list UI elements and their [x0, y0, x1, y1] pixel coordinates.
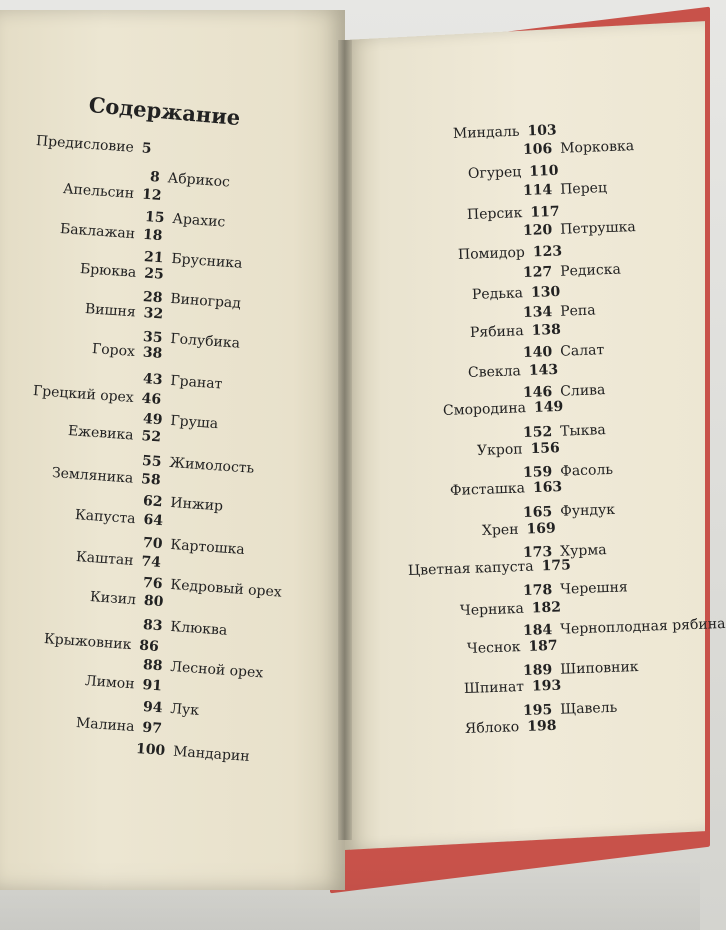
toc-entry-title: Виноград: [169, 290, 242, 312]
toc-entry-title: Баклажан: [59, 221, 136, 243]
toc-entry-page-number: 58: [140, 471, 162, 489]
toc-entry-page-number: 83: [142, 617, 163, 635]
toc-entry-page-number: 43: [142, 371, 163, 389]
toc-entry-title: Лесной орех: [169, 658, 264, 682]
toc-entry-title: Цветная капуста: [407, 558, 534, 579]
toc-entry-title: Голубика: [169, 330, 241, 352]
toc-entry-title: Шиповник: [559, 658, 639, 678]
toc-entry: [523, 259, 622, 284]
toc-entry-title: Черешня: [559, 579, 628, 598]
toc-entry-page-number: 55: [141, 453, 162, 471]
toc-entry-page-number: 91: [141, 677, 163, 695]
toc-entry-title: Грецкий орех: [32, 383, 135, 407]
toc-entry-title: Каштан: [75, 549, 135, 570]
toc-entry-page-number: 178: [522, 581, 553, 599]
toc-entry-title: Миндаль: [452, 123, 520, 142]
toc-entry-page-number: 146: [522, 383, 553, 401]
toc-entry-title: Брюква: [79, 261, 137, 281]
toc-entry-page-number: 163: [532, 479, 563, 497]
toc-entry-page-number: 114: [522, 181, 553, 199]
toc-entry-page-number: 159: [522, 463, 553, 481]
toc-entry-page-number: 5: [141, 140, 153, 158]
toc-entry-title: Перец: [559, 180, 608, 198]
book-gutter: [338, 40, 352, 840]
toc-entry-page-number: 195: [522, 701, 553, 719]
toc-entry-title: Фундук: [559, 501, 616, 520]
toc-entry-page-number: 184: [522, 621, 553, 639]
toc-entry-title: Арахис: [171, 210, 226, 231]
toc-entry-title: Яблоко: [464, 719, 520, 737]
toc-entry-page-number: 74: [140, 553, 162, 571]
toc-entry-title: Укроп: [476, 441, 523, 459]
toc-entry-title: Черноплодная рябина: [559, 615, 726, 638]
toc-entry-title: Ежевика: [67, 423, 135, 444]
toc-entry-page-number: 134: [522, 303, 553, 321]
toc-entry-title: Груша: [169, 412, 219, 433]
toc-entry: [523, 177, 608, 202]
toc-entry-page-number: 152: [522, 423, 553, 441]
toc-entry-title: Редька: [471, 285, 524, 303]
toc-entry-page-number: 175: [541, 557, 572, 575]
toc-entry-page-number: 138: [531, 321, 562, 339]
toc-entry: [482, 517, 557, 542]
toc-entry-page-number: 198: [526, 717, 557, 735]
toc-entry-page-number: 106: [522, 140, 553, 158]
toc-entry: [443, 396, 564, 422]
toc-entry: [523, 135, 635, 161]
toc-entry-title: Фасоль: [559, 461, 614, 480]
toc-entry-page-number: 143: [528, 361, 559, 379]
toc-entry-title: Крыжовник: [43, 631, 132, 654]
toc-entry-page-number: 120: [522, 221, 553, 239]
toc-entry: [450, 476, 563, 502]
toc-entry-title: Слива: [559, 382, 606, 400]
toc-entry-page-number: 149: [533, 398, 564, 416]
toc-entry-page-number: 169: [526, 520, 557, 538]
toc-entry-page-number: 49: [142, 411, 163, 429]
toc-entry-page-number: 117: [530, 203, 560, 221]
toc-entry-title: Тыква: [559, 422, 606, 440]
toc-entry-title: Кедровый орех: [169, 576, 283, 601]
toc-entry-page-number: 52: [140, 428, 162, 446]
toc-entry-title: Гранат: [169, 372, 223, 393]
toc-entry-page-number: 97: [141, 719, 163, 737]
toc-entry-title: Помидор: [457, 244, 526, 263]
toc-entry-title: Малина: [75, 715, 136, 736]
toc-entry-title: Предисловие: [35, 133, 135, 156]
toc-entry-page-number: 103: [527, 122, 557, 140]
toc-entry-title: Лимон: [84, 673, 136, 693]
toc-entry-page-number: 182: [531, 599, 562, 617]
toc-entry-title: Огурец: [467, 164, 522, 182]
toc-entry-page-number: 46: [141, 390, 162, 408]
toc-entry-page-number: 173: [522, 543, 553, 561]
toc-entry-title: Персик: [466, 205, 523, 223]
toc-entry-title: Шпинат: [463, 678, 525, 697]
toc-entry-page-number: 35: [142, 329, 163, 347]
toc-entry-page-number: 140: [522, 343, 553, 361]
toc-entry-page-number: 8: [149, 169, 161, 186]
toc-entry-page-number: 130: [530, 283, 561, 301]
toc-entry-title: Редиска: [559, 261, 622, 280]
toc-entry-title: Клюква: [169, 618, 228, 639]
toc-entry-title: Смородина: [442, 400, 527, 419]
toc-entry-title: Щавель: [559, 699, 618, 718]
toc-entry-page-number: 62: [142, 493, 163, 511]
toc-entry-title: Вишня: [84, 301, 137, 321]
toc-entry-title: Хрен: [481, 521, 519, 539]
toc-entry-page-number: 86: [138, 637, 160, 656]
toc-entry-page-number: 100: [135, 741, 166, 760]
toc-entry-title: Горох: [91, 341, 136, 360]
page-title: Содержание: [87, 92, 242, 131]
toc-entry-title: Салат: [559, 342, 605, 360]
toc-entry-page-number: 28: [142, 289, 163, 307]
table-shadow: [0, 860, 700, 930]
toc-entry-page-number: 110: [528, 162, 559, 180]
toc-entry-title: Хурма: [559, 542, 607, 560]
toc-entry-title: Свекла: [467, 363, 522, 381]
toc-entry-page-number: 127: [522, 263, 553, 281]
toc-entry-title: Петрушка: [559, 219, 637, 238]
toc-entry-page-number: 18: [142, 226, 163, 245]
toc-entry-page-number: 165: [522, 503, 553, 521]
toc-entry-page-number: 38: [142, 344, 163, 362]
toc-entry-page-number: 70: [142, 535, 163, 553]
toc-entry-page-number: 193: [531, 677, 562, 695]
toc-entry-title: Капуста: [74, 507, 137, 528]
toc-entry-title: Фисташка: [449, 480, 526, 499]
toc-entry-page-number: 94: [142, 699, 163, 717]
toc-entry-page-number: 25: [143, 265, 165, 283]
toc-entry-page-number: 189: [522, 661, 553, 679]
toc-entry-page-number: 21: [143, 249, 164, 267]
toc-entry-page-number: 187: [528, 637, 558, 655]
toc-entry-title: Земляника: [51, 465, 134, 487]
toc-entry-page-number: 80: [143, 592, 164, 611]
toc-entry-title: Рябина: [469, 323, 524, 341]
toc-entry-page-number: 88: [142, 657, 163, 675]
toc-entry-page-number: 15: [144, 209, 165, 227]
toc-entry: [477, 437, 561, 462]
toc-entry-title: Репа: [559, 302, 596, 320]
toc-entry-title: Инжир: [169, 494, 224, 515]
toc-entry-page-number: 64: [142, 511, 164, 530]
toc-entry: [467, 635, 558, 660]
toc-entry-title: Лук: [169, 700, 200, 719]
toc-entry-title: Морковка: [559, 138, 635, 157]
toc-entry-page-number: 12: [141, 186, 163, 204]
toc-entry: [523, 216, 636, 242]
toc-entry-page-number: 76: [142, 575, 163, 593]
toc-entry: [464, 675, 562, 700]
toc-entry-title: Чеснок: [466, 639, 521, 657]
toc-entry-title: Жимолость: [168, 454, 255, 477]
toc-entry-title: Картошка: [169, 536, 246, 559]
toc-entry-page-number: 123: [532, 243, 563, 261]
toc-entry: [465, 715, 557, 740]
toc-entry-title: Абрикос: [167, 170, 231, 191]
toc-entry-page-number: 32: [143, 305, 164, 323]
toc-entry-title: Кизил: [89, 589, 137, 609]
toc-entry-title: Мандарин: [172, 743, 251, 765]
toc-entry-page-number: 156: [530, 440, 561, 458]
toc-entry-title: Черника: [459, 600, 525, 619]
toc-entry-title: Апельсин: [62, 181, 135, 202]
toc-entry-title: Брусника: [170, 250, 243, 272]
